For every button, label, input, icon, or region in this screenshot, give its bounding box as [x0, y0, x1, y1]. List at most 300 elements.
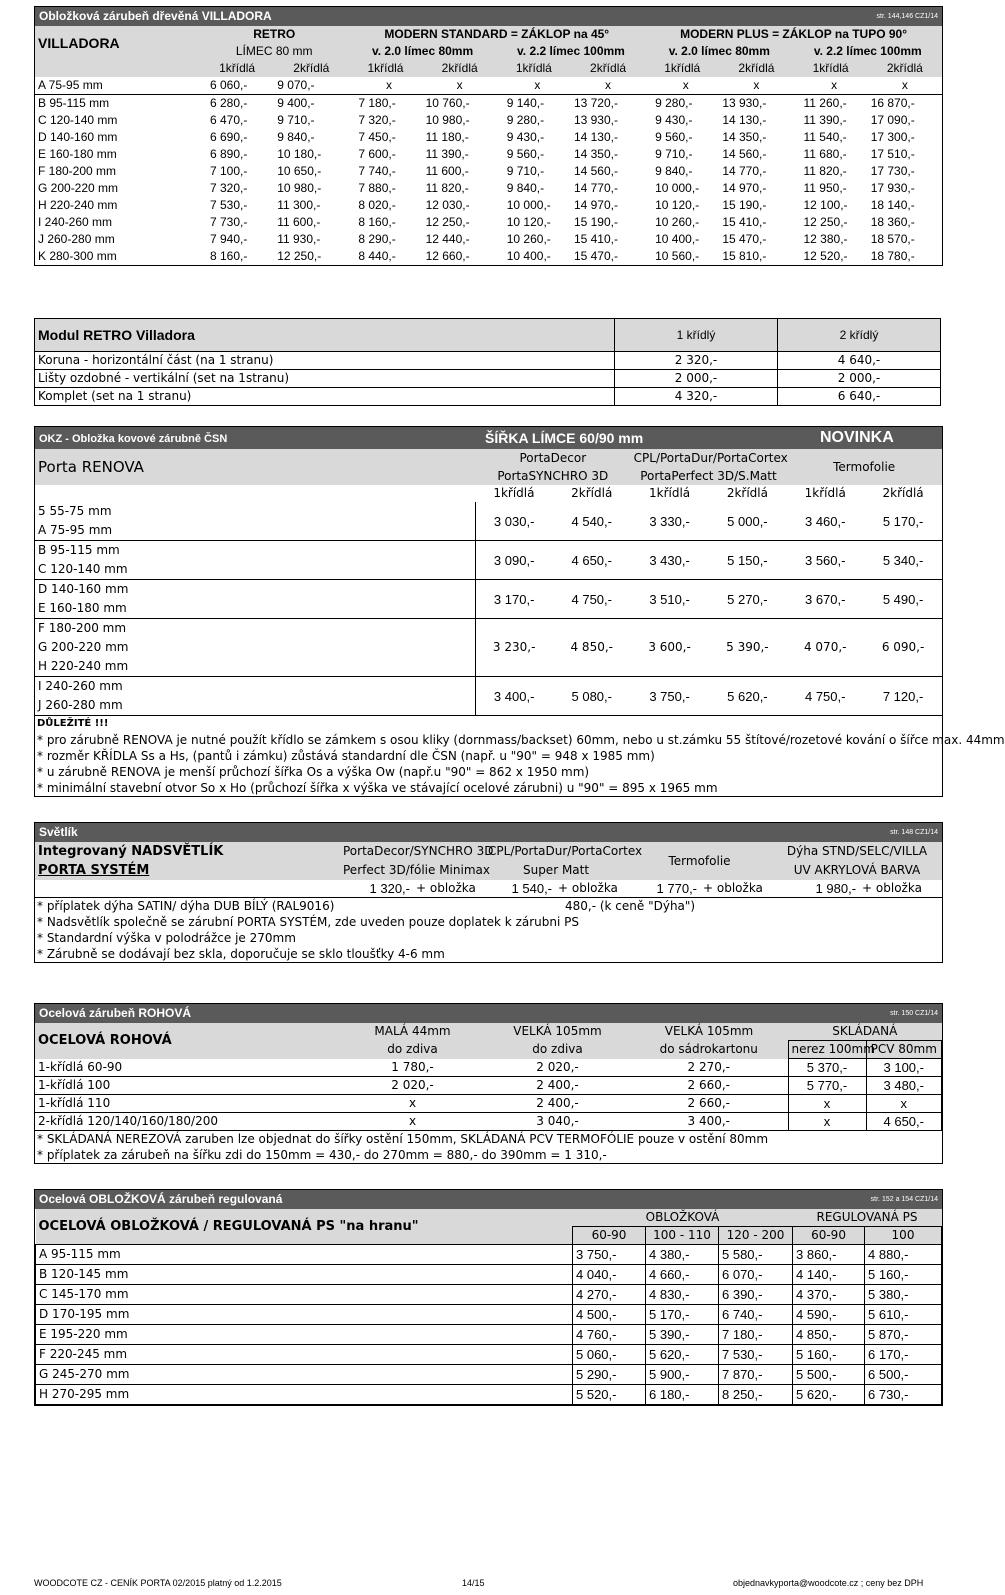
- price-cell: 11 820,-: [425, 181, 469, 195]
- price-cell: 10 260,-: [506, 232, 551, 246]
- price-cell: 3 030,-: [475, 502, 553, 541]
- note-line: * pro zárubně RENOVA je nutné použít křídlo se zámkem s osou kliky (dornmass/backset) 60mm, nebo u st.zámku 55 štítové/rozetové kování o šířce max. 44mm: [37, 733, 1005, 747]
- price-cell: 3 100,-: [866, 1059, 942, 1077]
- price-cell: x: [788, 1095, 866, 1113]
- price-cell: 8 290,-: [358, 232, 396, 246]
- renova-section: OKZ - Obložka kovové zárubně ČSN ŠÍŘKA LÍMCE 60/90 mm NOVINKA Porta RENOVA PortaDecor CPL/PortaDur/PortaCortex Termofolie PortaSYNCHRO 3D PortaPerfect 3D/S.Matt 1křídlá 2křídlá 1křídlá 2křídlá 1křídlá 2křídlá 5 55-75 mm 3 030,- 4 540,- 3 330,- 5 000,- 3 460,- 5 170,- A 75-95 mm B 95-115 mm 3 090,- 4 650,- 3 430,- 5 150,- 3 560,- 5 340,- C 120-140 mm D 140-160 mm 3 170,- 4 750,- 3 510,- 5 270,- 3 670,- 5 490,- E 160-180 mm F 180-200 mm 3 230,- 4 850,- 3 600,- 5 390,- 4 070,- 6 090,- G 200-220 mm H 220-240 mm I 240-260 mm 3 400,- 5 080,- 3 750,- 5 620,- 4 750,- 7 120,- J 260-280 mm DŮLEŽITÉ !!! * pro zárubně RENOVA je nutné použít křídlo se zámkem s osou kliky (dornmass/backset) 60mm, nebo u st.zámku 55 štítové/rozetové kování o šířce max. 44mm * rozměr KŘÍDLA Ss a Hs, (pantů i zámku) zůstává standardní dle ČSN (např. u "90" = 948 x 1985 mm) * u zárubně RENOVA je menší průchozí šířka Os a výška Ow (např.u "90" = 862 x 1950 mm) * minimální stavební otvor So x Ho (průchozí šířka x výška ve stávající ocelové zárubni) u "90" = 895 x 1965 mm: [34, 426, 943, 797]
- leaf-header: 2křídlá: [441, 61, 478, 75]
- price-cell: 3 750,-: [573, 1245, 646, 1265]
- row-label: B 95-115 mm: [35, 541, 475, 561]
- table-row: [35, 146, 942, 163]
- price-cell: 7 530,-: [719, 1345, 793, 1365]
- price-cell: 6 090,-: [864, 619, 942, 677]
- price-cell: 11 820,-: [803, 164, 847, 178]
- row-label: A 95-115 mm: [36, 1245, 573, 1265]
- section-header: str. 144,146 CZ1/14 Obložková zárubeň dřevěná VILLADORA: [35, 7, 942, 26]
- row-label: K 280-300 mm: [38, 249, 117, 263]
- row-label: Komplet (set na 1 stranu): [35, 388, 615, 406]
- price-cell: 12 100,-: [803, 198, 848, 212]
- price-cell: 17 090,-: [870, 113, 915, 127]
- price-cell: 14 350,-: [722, 130, 767, 144]
- leaf-header: 2křídlá: [293, 61, 330, 75]
- price-cell: 1 320,-: [340, 880, 413, 898]
- price-cell: x: [340, 1095, 485, 1113]
- price-cell: 5 620,-: [646, 1345, 719, 1365]
- retro-module-section: [34, 318, 941, 406]
- price-cell: 4 750,-: [553, 580, 631, 619]
- price-cell: 10 980,-: [277, 181, 322, 195]
- price-cell: 7 740,-: [358, 164, 396, 178]
- plus-label: + obložka: [700, 880, 772, 898]
- table-row: [35, 1059, 942, 1077]
- row-label: F 180-200 mm: [38, 164, 117, 178]
- leaf-header: 1křídlá: [367, 61, 404, 75]
- plus-label: + obložka: [413, 880, 485, 898]
- price-cell: 7 320,-: [358, 113, 396, 127]
- row-label: 5 55-75 mm: [35, 502, 475, 521]
- price-cell: 7 450,-: [358, 130, 396, 144]
- price-cell: 14 770,-: [722, 164, 767, 178]
- price-cell: 6 690,-: [210, 130, 248, 144]
- price-cell: 8 020,-: [358, 198, 396, 212]
- note-line: * minimální stavební otvor So x Ho (průchozí šířka x výška ve stávající ocelové zárubni) u "90" = 895 x 1965 mm: [37, 781, 718, 795]
- price-cell: 14 560,-: [573, 164, 618, 178]
- price-cell: 3 480,-: [866, 1077, 942, 1095]
- row-label: F 220-245 mm: [36, 1345, 573, 1365]
- price-cell: 10 260,-: [655, 215, 700, 229]
- table-row: [35, 502, 942, 521]
- price-cell: 3 750,-: [631, 677, 709, 716]
- row-label: D 140-160 mm: [38, 130, 118, 144]
- price-cell: 10 650,-: [277, 164, 322, 178]
- leaf-header: 1křídlá: [664, 61, 701, 75]
- leaf-header: 1křídlá: [804, 486, 846, 500]
- price-cell: 5 270,-: [708, 580, 786, 619]
- price-cell: 11 540,-: [803, 130, 847, 144]
- price-cell: 12 250,-: [277, 249, 322, 263]
- price-cell: 4 380,-: [646, 1245, 719, 1265]
- plus-label: + obložka: [555, 880, 627, 898]
- price-cell: 5 620,-: [708, 677, 786, 716]
- price-cell: 7 880,-: [358, 181, 396, 195]
- table-row: [35, 248, 942, 265]
- price-cell: 15 190,-: [573, 215, 618, 229]
- price-cell: 5 520,-: [573, 1385, 646, 1405]
- sub-header: 100 - 110: [646, 1227, 719, 1245]
- price-cell: 15 470,-: [722, 232, 767, 246]
- leaf-header: 2křídlá: [726, 486, 768, 500]
- price-cell: 9 560,-: [506, 147, 545, 161]
- price-cell: 4 500,-: [573, 1305, 646, 1325]
- price-cell: 7 870,-: [719, 1365, 793, 1385]
- row-label: D 140-160 mm: [35, 580, 475, 600]
- price-cell: 2 400,-: [485, 1095, 630, 1113]
- leaf-header: 1křídlá: [515, 61, 552, 75]
- price-cell: 6 280,-: [210, 96, 248, 110]
- price-cell: 7 100,-: [210, 164, 248, 178]
- footer-right: objednavkyporta@woodcote.cz ; ceny bez DPH: [733, 1578, 924, 1588]
- price-cell: 17 930,-: [870, 181, 915, 195]
- price-cell: 10 560,-: [655, 249, 700, 263]
- price-cell: 4 650,-: [866, 1113, 942, 1131]
- price-cell: 17 510,-: [870, 147, 915, 161]
- price-cell: 7 120,-: [864, 677, 942, 716]
- price-cell: 13 720,-: [573, 96, 618, 110]
- row-label: I 240-260 mm: [38, 215, 113, 229]
- price-cell: x: [866, 1095, 942, 1113]
- price-cell: 11 680,-: [803, 147, 847, 161]
- table-row: [35, 619, 942, 639]
- leaf-header: 2křídlá: [882, 486, 924, 500]
- price-cell: 5 500,-: [793, 1365, 865, 1385]
- leaf-header: 1křídlá: [812, 61, 849, 75]
- row-label: H 220-240 mm: [38, 198, 118, 212]
- price-cell: 6 180,-: [646, 1385, 719, 1405]
- row-label: A 75-95 mm: [38, 78, 103, 92]
- price-cell: 4 590,-: [793, 1305, 865, 1325]
- oblozkova-section: str. 152 a 154 CZ1/14 Ocelová OBLOŽKOVÁ zárubeň regulovaná OCELOVÁ OBLOŽKOVÁ / REGULOVANÁ PS "na hranu" OBLOŽKOVÁ REGULOVANÁ PS 60-90 100 - 110 120 - 200 60-90 100 A 95-115 mm 3 750,- 4 380,- 5 580,- 3 860,- 4 880,- B 120-145 mm 4 040,- 4 660,- 6 070,- 4 140,- 5 160,- C 145-170 mm 4 270,- 4 830,- 6 390,- 4 370,- 5 380,- D 170-195 mm 4 500,- 5 170,- 6 740,- 4 590,- 5 610,- E 195-220 mm 4 760,- 5 390,- 7 180,- 4 850,- 5 870,- F 220-245 mm 5 060,- 5 620,- 7 530,- 5 160,- 6 170,- G 245-270 mm 5 290,- 5 900,- 7 870,- 5 500,- 6 500,- H 270-295 mm 5 520,- 6 180,- 8 250,- 5 620,- 6 730,-: [34, 1189, 943, 1406]
- rohova-section: str. 150 CZ1/14 Ocelová zárubeň ROHOVÁ OCELOVÁ ROHOVÁ MALÁ 44mm VELKÁ 105mm VELKÁ 105mm SKLÁDANÁ do zdiva do zdiva do sádrokartonu nerez 100mm PCV 80mm 1-křídlá 60-90 1 780,- 2 020,- 2 270,- 5 370,- 3 100,- 1-křídlá 100 2 020,- 2 400,- 2 660,- 5 770,- 3 480,- 1-křídlá 110 x 2 400,- 2 660,- x x 2-křídlá 120/140/160/180/200 x 3 040,- 3 400,- x 4 650,- * SKLÁDANÁ NEREZOVÁ zaruben lze objednat do šířky ostění 150mm, SKLÁDANÁ PCV TERMOFÓLIE pouze v ostění 80mm * příplatek za zárubeň na šířku zdi do 150mm = 430,- do 270mm = 880,- do 390mm = 1 310,-: [34, 1003, 943, 1164]
- row-label: 1-křídlá 100: [35, 1077, 340, 1095]
- table-row: [35, 1113, 942, 1131]
- table-row: [35, 231, 942, 248]
- price-cell: 6 390,-: [719, 1285, 793, 1305]
- price-cell: 15 190,-: [722, 198, 767, 212]
- price-cell: 17 300,-: [870, 130, 915, 144]
- price-cell: 10 000,-: [506, 198, 551, 212]
- price-cell: 11 180,-: [425, 130, 469, 144]
- price-cell: 5 170,-: [646, 1305, 719, 1325]
- price-cell: 7 180,-: [719, 1325, 793, 1345]
- price-cell: 6 890,-: [210, 147, 248, 161]
- row-label: B 120-145 mm: [36, 1265, 573, 1285]
- price-cell: 10 120,-: [506, 215, 551, 229]
- price-cell: 5 000,-: [708, 502, 786, 541]
- price-cell: 4 850,-: [553, 619, 631, 677]
- price-cell: 3 560,-: [786, 541, 864, 580]
- price-cell: 2 660,-: [630, 1095, 788, 1113]
- row-label: B 95-115 mm: [38, 96, 110, 110]
- price-cell: 9 430,-: [506, 130, 545, 144]
- table-row: [35, 129, 942, 146]
- price-cell: 4 850,-: [793, 1325, 865, 1345]
- row-label: C 120-140 mm: [35, 560, 475, 580]
- price-cell: 9 280,-: [655, 96, 693, 110]
- price-cell: 4 650,-: [553, 541, 631, 580]
- row-label: C 145-170 mm: [36, 1285, 573, 1305]
- table-row: [36, 1245, 942, 1265]
- rohova-table: OCELOVÁ ROHOVÁ MALÁ 44mm VELKÁ 105mm VELKÁ 105mm SKLÁDANÁ do zdiva do zdiva do sádrokartonu nerez 100mm PCV 80mm 1-křídlá 60-90 1 780,- 2 020,- 2 270,- 5 370,- 3 100,- 1-křídlá 100 2 020,- 2 400,- 2 660,- 5 770,- 3 480,- 1-křídlá 110 x 2 400,- 2 660,- x x 2-křídlá 120/140/160/180/200 x 3 040,- 3 400,- x 4 650,-: [35, 1023, 942, 1131]
- price-cell: 5 870,-: [865, 1325, 942, 1345]
- table-row: [35, 95, 942, 113]
- price-cell: 5 340,-: [864, 541, 942, 580]
- price-cell: 11 300,-: [277, 198, 321, 212]
- price-cell: 1 980,-: [772, 880, 859, 898]
- price-cell: 1 780,-: [340, 1059, 485, 1077]
- price-cell: x: [534, 78, 541, 92]
- price-cell: 2 020,-: [340, 1077, 485, 1095]
- table-row: [35, 1095, 942, 1113]
- price-cell: 4 750,-: [786, 677, 864, 716]
- price-cell: 14 560,-: [722, 147, 767, 161]
- table-row: [35, 541, 942, 561]
- price-cell: 4 830,-: [646, 1285, 719, 1305]
- price-cell: 5 060,-: [573, 1345, 646, 1365]
- row-label: 1-křídlá 110: [35, 1095, 340, 1113]
- price-cell: 11 600,-: [425, 164, 469, 178]
- price-cell: x: [901, 78, 908, 92]
- plus-label: + obložka: [859, 880, 942, 898]
- price-cell: x: [385, 78, 392, 92]
- sub-header: 120 - 200: [719, 1227, 793, 1245]
- table-row: [35, 388, 941, 406]
- price-cell: 3 040,-: [485, 1113, 630, 1131]
- row-label: E 160-180 mm: [38, 147, 117, 161]
- price-cell: 3 230,-: [475, 619, 553, 677]
- price-cell: 5 290,-: [573, 1365, 646, 1385]
- table-row: [35, 197, 942, 214]
- price-cell: 15 410,-: [722, 215, 767, 229]
- price-cell: 8 160,-: [210, 249, 248, 263]
- price-cell: 1 770,-: [627, 880, 700, 898]
- row-label: G 200-220 mm: [38, 181, 119, 195]
- table-row: [36, 1365, 942, 1385]
- price-cell: 4 640,-: [778, 352, 941, 370]
- price-cell: 3 400,-: [475, 677, 553, 716]
- price-cell: 9 140,-: [506, 96, 545, 110]
- price-cell: 11 930,-: [277, 232, 321, 246]
- price-cell: 7 320,-: [210, 181, 248, 195]
- price-cell: 6 500,-: [865, 1365, 942, 1385]
- row-label: Koruna - horizontální část (na 1 stranu): [35, 352, 615, 370]
- sub-header: 60-90: [793, 1227, 865, 1245]
- price-cell: x: [788, 1113, 866, 1131]
- table-row: [36, 1285, 942, 1305]
- price-cell: 4 320,-: [615, 388, 778, 406]
- novinka-badge: NOVINKA: [820, 429, 894, 446]
- price-cell: 7 940,-: [210, 232, 248, 246]
- page-number: 14/15: [462, 1578, 485, 1588]
- row-label: E 195-220 mm: [36, 1325, 573, 1345]
- price-cell: 6 470,-: [210, 113, 248, 127]
- price-cell: 6 740,-: [719, 1305, 793, 1325]
- price-cell: 15 470,-: [573, 249, 618, 263]
- price-cell: 14 350,-: [573, 147, 618, 161]
- price-cell: 4 140,-: [793, 1265, 865, 1285]
- table-row: [35, 214, 942, 231]
- price-cell: 5 150,-: [708, 541, 786, 580]
- price-cell: 5 620,-: [793, 1385, 865, 1405]
- price-cell: 9 710,-: [655, 147, 693, 161]
- leaf-header: 1křídlá: [219, 61, 256, 75]
- table-row: [35, 677, 942, 697]
- sub-header: 60-90: [573, 1227, 646, 1245]
- price-cell: 14 130,-: [573, 130, 618, 144]
- price-cell: 6 730,-: [865, 1385, 942, 1405]
- oblozkova-table: OCELOVÁ OBLOŽKOVÁ / REGULOVANÁ PS "na hranu" OBLOŽKOVÁ REGULOVANÁ PS 60-90 100 - 110 120 - 200 60-90 100 A 95-115 mm 3 750,- 4 380,- 5 580,- 3 860,- 4 880,- B 120-145 mm 4 040,- 4 660,- 6 070,- 4 140,- 5 160,- C 145-170 mm 4 270,- 4 830,- 6 390,- 4 370,- 5 380,- D 170-195 mm 4 500,- 5 170,- 6 740,- 4 590,- 5 610,- E 195-220 mm 4 760,- 5 390,- 7 180,- 4 850,- 5 870,- F 220-245 mm 5 060,- 5 620,- 7 530,- 5 160,- 6 170,- G 245-270 mm 5 290,- 5 900,- 7 870,- 5 500,- 6 500,- H 270-295 mm 5 520,- 6 180,- 8 250,- 5 620,- 6 730,-: [35, 1209, 942, 1405]
- price-cell: 9 070,-: [277, 78, 315, 92]
- svetlik-table: Integrovaný NADSVĚTLÍK PortaDecor/SYNCHRO 3D CPL/PortaDur/PortaCortex Termofolie Dýha STND/SELC/VILLA PORTA SYSTÉM Perfect 3D/fólie Minimax Super Matt UV AKRYLOVÁ BARVA 1 320,- + obložka 1 540,- + obložka 1 770,- + obložka 1 980,- + obložka: [35, 842, 942, 898]
- note-line: * u zárubně RENOVA je menší průchozí šířka Os a výška Ow (např.u "90" = 862 x 1950 mm): [37, 765, 590, 779]
- price-cell: 4 040,-: [573, 1265, 646, 1285]
- price-cell: 2 000,-: [778, 370, 941, 388]
- price-cell: 10 760,-: [425, 96, 470, 110]
- price-cell: 18 570,-: [870, 232, 915, 246]
- row-label: G 200-220 mm: [35, 638, 475, 657]
- row-label: I 240-260 mm: [35, 677, 475, 697]
- leaf-header: 2křídlá: [590, 61, 627, 75]
- table-row: [36, 1385, 942, 1405]
- table-row: [35, 370, 941, 388]
- svetlik-section: str. 148 CZ1/14 Světlík Integrovaný NADSVĚTLÍK PortaDecor/SYNCHRO 3D CPL/PortaDur/PortaCortex Termofolie Dýha STND/SELC/VILLA PORTA SYSTÉM Perfect 3D/fólie Minimax Super Matt UV AKRYLOVÁ BARVA 1 320,- + obložka 1 540,- + obložka 1 770,- + obložka 1 980,- + obložka * příplatek dýha SATIN/ dýha DUB BÍLÝ (RAL9016) 480,- (k ceně "Dýha") * Nadsvětlík společně se zárubní PORTA SYSTÉM, zde uveden pouze doplatek k zárubni PS * Standardní výška v polodrážce je 270mm * Zárubně se dodávají bez skla, doporučuje se sklo tloušťky 4-6 mm: [34, 822, 943, 963]
- price-cell: 3 330,-: [631, 502, 709, 541]
- price-cell: 10 400,-: [506, 249, 551, 263]
- price-cell: x: [682, 78, 689, 92]
- price-cell: 3 170,-: [475, 580, 553, 619]
- table-row: [35, 352, 941, 370]
- price-cell: 3 600,-: [631, 619, 709, 677]
- price-cell: 12 250,-: [425, 215, 470, 229]
- retro-module-table: Modul RETRO Villadora 1 křídlý 2 křídlý Koruna - horizontální část (na 1 stranu) 2 320,- 4 640,- Lišty ozdobné - vertikální (set na 1stranu) 2 000,- 2 000,- Komplet (set na 1 stranu) 4 320,- 6 640,-: [34, 318, 941, 406]
- row-label: D 170-195 mm: [36, 1305, 573, 1325]
- table-row: [35, 580, 942, 600]
- price-cell: 13 930,-: [573, 113, 618, 127]
- price-cell: 9 560,-: [655, 130, 693, 144]
- price-cell: 4 070,-: [786, 619, 864, 677]
- price-cell: 14 770,-: [573, 181, 618, 195]
- table-row: [35, 112, 942, 129]
- price-cell: 5 370,-: [788, 1059, 866, 1077]
- price-cell: 2 000,-: [615, 370, 778, 388]
- row-label: J 260-280 mm: [38, 232, 115, 246]
- price-cell: 5 580,-: [719, 1245, 793, 1265]
- price-cell: 11 600,-: [277, 215, 321, 229]
- price-cell: 17 730,-: [870, 164, 915, 178]
- price-cell: 5 900,-: [646, 1365, 719, 1385]
- price-cell: x: [753, 78, 760, 92]
- price-cell: 12 440,-: [425, 232, 470, 246]
- price-cell: 5 390,-: [708, 619, 786, 677]
- price-cell: 4 370,-: [793, 1285, 865, 1305]
- price-cell: 10 400,-: [655, 232, 700, 246]
- price-cell: 3 460,-: [786, 502, 864, 541]
- price-cell: 4 540,-: [553, 502, 631, 541]
- price-cell: 2 320,-: [615, 352, 778, 370]
- price-cell: 2 660,-: [630, 1077, 788, 1095]
- price-cell: 9 400,-: [277, 96, 315, 110]
- price-cell: 5 160,-: [865, 1265, 942, 1285]
- row-label: C 120-140 mm: [38, 113, 118, 127]
- leaf-header: 2křídlá: [571, 486, 613, 500]
- table-row: [35, 180, 942, 197]
- price-cell: 5 490,-: [864, 580, 942, 619]
- price-cell: 11 260,-: [803, 96, 847, 110]
- note-line: * rozměr KŘÍDLA Ss a Hs, (pantů i zámku) zůstává standardní dle ČSN (např. u "90" = 948 x 1985 mm): [37, 749, 655, 763]
- price-cell: 3 090,-: [475, 541, 553, 580]
- price-cell: x: [605, 78, 612, 92]
- row-label: 2-křídlá 120/140/160/180/200: [35, 1113, 340, 1131]
- renova-table: Porta RENOVA PortaDecor CPL/PortaDur/PortaCortex Termofolie PortaSYNCHRO 3D PortaPerfect 3D/S.Matt 1křídlá 2křídlá 1křídlá 2křídlá 1křídlá 2křídlá 5 55-75 mm 3 030,- 4 540,- 3 330,- 5 000,- 3 460,- 5 170,- A 75-95 mm B 95-115 mm 3 090,- 4 650,- 3 430,- 5 150,- 3 560,- 5 340,- C 120-140 mm D 140-160 mm 3 170,- 4 750,- 3 510,- 5 270,- 3 670,- 5 490,- E 160-180 mm F 180-200 mm 3 230,- 4 850,- 3 600,- 5 390,- 4 070,- 6 090,- G 200-220 mm H 220-240 mm I 240-260 mm 3 400,- 5 080,- 3 750,- 5 620,- 4 750,- 7 120,- J 260-280 mm: [35, 449, 942, 716]
- price-cell: x: [456, 78, 463, 92]
- price-cell: 11 390,-: [803, 113, 847, 127]
- price-cell: 9 280,-: [506, 113, 545, 127]
- row-label: E 160-180 mm: [35, 599, 475, 619]
- price-cell: 6 640,-: [778, 388, 941, 406]
- price-cell: 5 170,-: [864, 502, 942, 541]
- price-cell: 18 140,-: [870, 198, 915, 212]
- price-cell: 12 030,-: [425, 198, 470, 212]
- price-cell: 9 710,-: [277, 113, 315, 127]
- price-cell: 3 430,-: [631, 541, 709, 580]
- row-label: H 220-240 mm: [35, 657, 475, 677]
- table-row: [35, 77, 942, 95]
- price-cell: 15 410,-: [573, 232, 618, 246]
- price-cell: 16 870,-: [870, 96, 915, 110]
- price-cell: 2 270,-: [630, 1059, 788, 1077]
- price-cell: 18 360,-: [870, 215, 915, 229]
- price-cell: 12 380,-: [803, 232, 848, 246]
- price-cell: 11 390,-: [425, 147, 469, 161]
- price-cell: 14 130,-: [722, 113, 767, 127]
- price-cell: 3 510,-: [631, 580, 709, 619]
- row-label: Lišty ozdobné - vertikální (set na 1stranu): [35, 370, 615, 388]
- price-cell: 10 980,-: [425, 113, 470, 127]
- price-cell: 5 380,-: [865, 1285, 942, 1305]
- price-cell: 6 070,-: [719, 1265, 793, 1285]
- price-cell: 5 770,-: [788, 1077, 866, 1095]
- price-cell: 4 660,-: [646, 1265, 719, 1285]
- villadora-section: [34, 6, 943, 266]
- price-cell: 6 060,-: [210, 78, 248, 92]
- table-row: [35, 163, 942, 180]
- price-cell: 10 000,-: [655, 181, 700, 195]
- price-cell: x: [831, 78, 838, 92]
- price-cell: 12 520,-: [803, 249, 848, 263]
- price-cell: 14 970,-: [573, 198, 618, 212]
- price-cell: 10 120,-: [655, 198, 700, 212]
- row-label: 1-křídlá 60-90: [35, 1059, 340, 1077]
- price-cell: 12 660,-: [425, 249, 470, 263]
- price-cell: 1 540,-: [485, 880, 555, 898]
- price-cell: 8 250,-: [719, 1385, 793, 1405]
- price-cell: 9 710,-: [506, 164, 545, 178]
- price-cell: 14 970,-: [722, 181, 767, 195]
- price-cell: 8 160,-: [358, 215, 396, 229]
- row-label: F 180-200 mm: [35, 619, 475, 639]
- price-cell: 9 840,-: [655, 164, 693, 178]
- sub-header: 100: [865, 1227, 942, 1245]
- price-cell: 5 080,-: [553, 677, 631, 716]
- villadora-table: VILLADORA RETRO MODERN STANDARD = ZÁKLOP na 45° MODERN PLUS = ZÁKLOP na TUPO 90° LÍMEC 80 mm v. 2.0 límec 80mm v. 2.2 límec 100mm v. 2.0 límec 80mm v. 2.2 límec 100mm 1křídlá 2křídlá 1křídlá 2křídlá 1křídlá 2křídlá 1křídlá 2křídlá 1křídlá 2křídlá A 75-95 mm 6 060,- 9 070,- x x x x x x x x B 95-115 mm 6 280,- 9 400,- 7 180,- 10 760,- 9 140,- 13 720,- 9 280,- 13 930,- 11 260,- 16 870,- C 120-140 mm 6 470,- 9 710,- 7 320,- 10 980,- 9 280,- 13 930,- 9 430,- 14 130,- 11 390,- 17 090,- D 140-160 mm 6 690,- 9 840,- 7 450,- 11 180,- 9 430,- 14 130,- 9 560,- 14 350,- 11 540,- 17 300,- E 160-180 mm 6 890,- 10 180,- 7 600,- 11 390,- 9 560,- 14 350,- 9 710,- 14 560,- 11 680,- 17 510,- F 180-200 mm 7 100,- 10 650,- 7 740,- 11 600,- 9 710,- 14 560,- 9 840,- 14 770,- 11 820,- 17 730,- G 200-220 mm 7 320,- 10 980,- 7 880,- 11 820,- 9 840,- 14 770,- 10 000,- 14 970,- 11 950,- 17 930,- H 220-240 mm 7 530,- 11 300,- 8 020,- 12 030,- 10 000,- 14 970,- 10 120,- 15 190,- 12 100,- 18 140,- I 240-260 mm 7 730,- 11 600,- 8 160,- 12 250,- 10 120,- 15 190,- 10 260,- 15 410,- 12 250,- 18 360,- J 260-280 mm 7 940,- 11 930,- 8 290,- 12 440,- 10 260,- 15 410,- 10 400,- 15 470,- 12 380,- 18 570,- K 280-300 mm 8 160,- 12 250,- 8 440,- 12 660,- 10 400,- 15 470,- 10 560,- 15 810,- 12 520,- 18 780,-: [35, 26, 942, 265]
- table-row: [36, 1345, 942, 1365]
- brand: VILLADORA: [38, 34, 120, 51]
- price-cell: 5 160,-: [793, 1345, 865, 1365]
- price-cell: 4 880,-: [865, 1245, 942, 1265]
- price-cell: 7 600,-: [358, 147, 396, 161]
- price-cell: 3 670,-: [786, 580, 864, 619]
- price-cell: 9 840,-: [277, 130, 315, 144]
- price-cell: 2 020,-: [485, 1059, 630, 1077]
- price-cell: 6 170,-: [865, 1345, 942, 1365]
- price-cell: 8 440,-: [358, 249, 396, 263]
- price-cell: 4 760,-: [573, 1325, 646, 1345]
- row-label: A 75-95 mm: [35, 521, 475, 541]
- table-row: [36, 1325, 942, 1345]
- leaf-header: 2křídlá: [886, 61, 923, 75]
- price-cell: 9 430,-: [655, 113, 693, 127]
- leaf-header: 1křídlá: [493, 486, 535, 500]
- table-row: [36, 1265, 942, 1285]
